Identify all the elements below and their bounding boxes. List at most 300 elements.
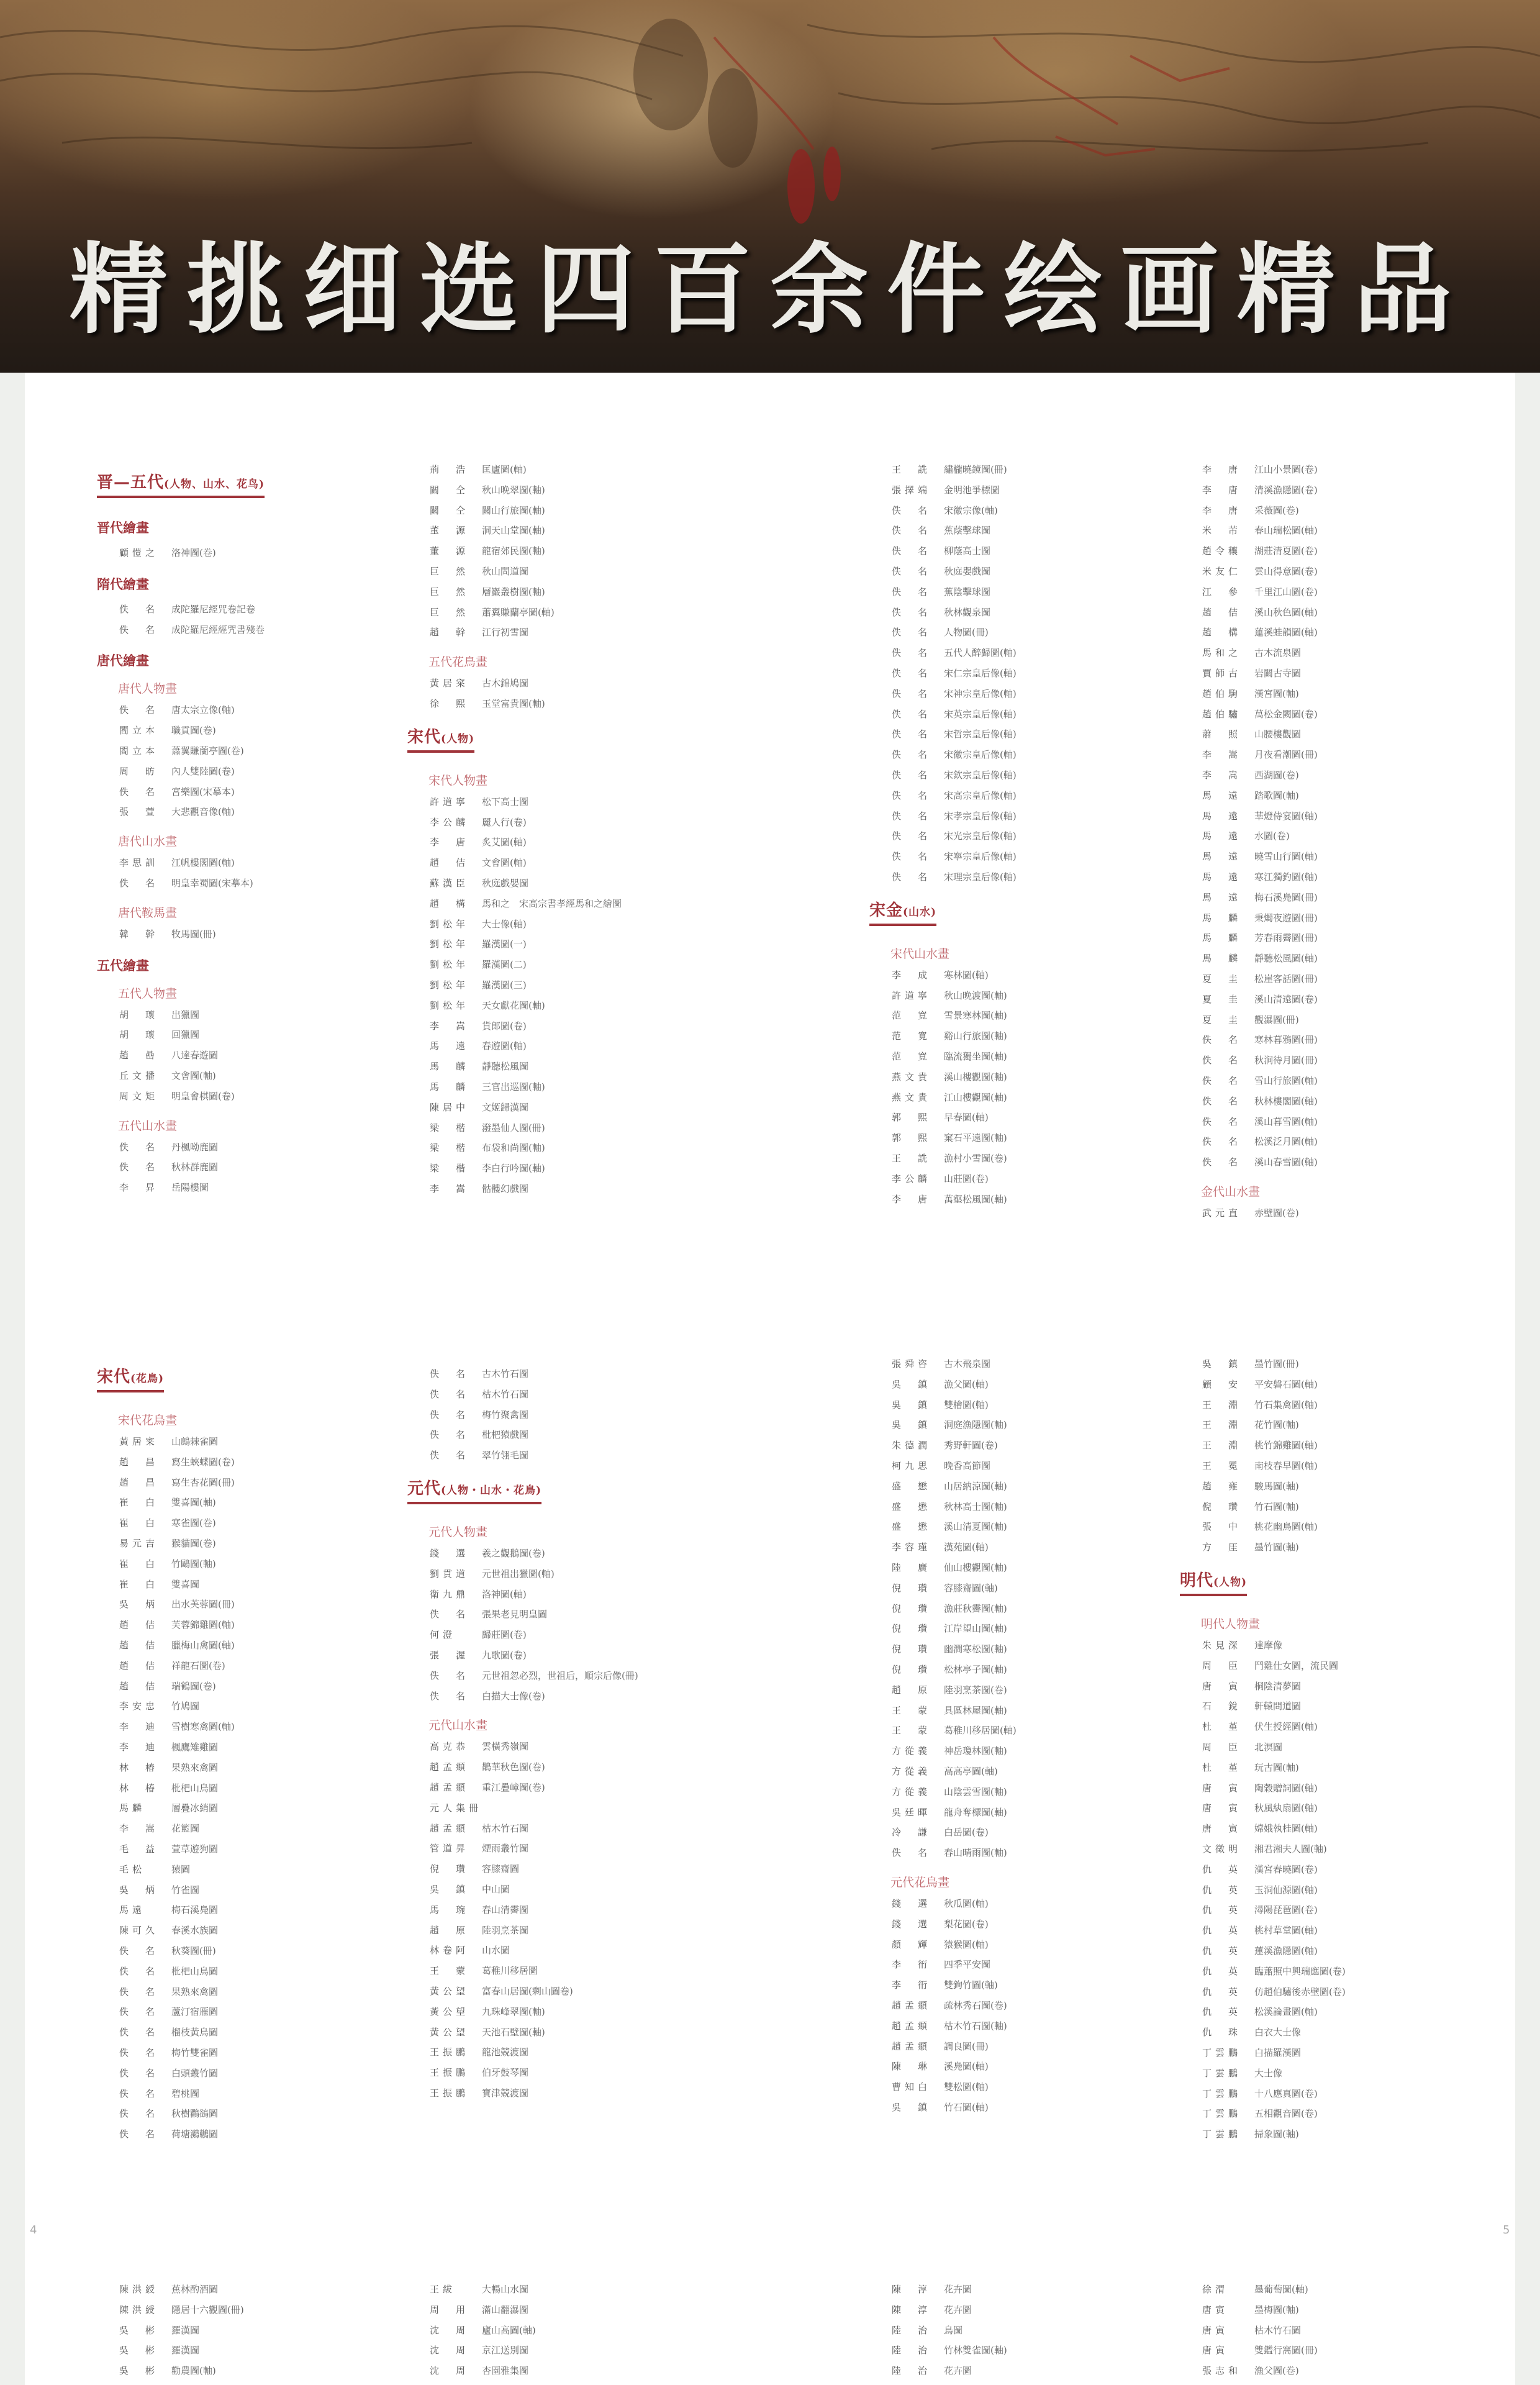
artist-name: 陸 治	[892, 2345, 931, 2356]
work-title: 神岳瓊林圖(軸)	[944, 1745, 1007, 1757]
subsection-heading: 元代人物畫	[428, 1525, 488, 1539]
work-title: 雲橫秀嶺圖	[482, 1741, 529, 1753]
artist-name: 仇 英	[1202, 1965, 1242, 1977]
artist-name: 范 寬	[892, 1030, 931, 1042]
work-title: 北溟圖	[1254, 1741, 1283, 1753]
era-title: 元代	[407, 1479, 442, 1498]
catalog-entry	[407, 582, 705, 602]
catalog-entry	[1180, 948, 1478, 969]
era-note: (人物・山水・花鳥)	[441, 1484, 542, 1497]
catalog-column-5	[97, 1354, 395, 2145]
catalog-entry	[407, 1645, 705, 1666]
work-title: 早春圖(軸)	[944, 1112, 989, 1124]
catalog-column-9	[97, 2279, 395, 2381]
artist-name: 倪 瓚	[892, 1602, 931, 1614]
work-title: 溪山春雪圖(軸)	[1254, 1156, 1318, 1168]
catalog-entry	[407, 2300, 705, 2320]
work-title: 寒林圖(軸)	[944, 969, 989, 981]
entry-group	[407, 1364, 705, 1466]
catalog-entry	[869, 643, 1167, 663]
artist-name: 郭 熙	[892, 1132, 931, 1144]
catalog-entry	[97, 802, 395, 822]
page-number-left: 4	[30, 2224, 37, 2237]
catalog-entry	[869, 663, 1167, 684]
artist-name: 夏 圭	[1202, 993, 1242, 1005]
catalog-entry	[869, 2320, 1167, 2341]
work-title: 十八應真圖(卷)	[1254, 2087, 1318, 2099]
catalog-entry	[97, 924, 395, 945]
artist-name: 馬 遠	[1202, 810, 1242, 822]
catalog-entry	[1180, 561, 1478, 582]
work-title: 大士像	[1254, 2067, 1283, 2079]
work-title: 雲山得意圖(卷)	[1254, 565, 1318, 577]
work-title: 成陀羅尼經咒卷記卷	[171, 603, 256, 615]
work-title: 臨流獨坐圖(軸)	[944, 1050, 1007, 1062]
artist-name: 吳 鎮	[892, 2101, 931, 2113]
work-title: 宋光宗皇后像(軸)	[944, 830, 1017, 842]
artist-name: 佚 名	[892, 525, 931, 537]
work-title: 湘君湘夫人圖(軸)	[1254, 1843, 1327, 1855]
work-title: 江山樓觀圖(軸)	[944, 1091, 1007, 1103]
artist-name: 陸 治	[892, 2365, 931, 2377]
work-title: 宋孝宗皇后像(軸)	[944, 810, 1017, 822]
artist-name: 佚 名	[1202, 1095, 1242, 1107]
catalog-entry	[1180, 1354, 1478, 1374]
catalog-entry	[97, 1594, 395, 1615]
catalog-entry	[97, 1452, 395, 1473]
artist-name: 夏 圭	[1202, 1014, 1242, 1025]
work-title: 人物圖(冊)	[944, 627, 989, 638]
catalog-entry	[1180, 2084, 1478, 2104]
catalog-entry	[97, 1178, 395, 1198]
work-title: 枇杷山鳥圖	[171, 1965, 219, 1977]
artist-name: 仇 英	[1202, 1925, 1242, 1937]
work-title: 潑墨仙人圖(冊)	[482, 1122, 545, 1133]
catalog-entry	[1180, 989, 1478, 1010]
catalog-entry	[407, 975, 705, 996]
artist-name: 顏 輝	[892, 1938, 931, 1950]
work-title: 蓮溪蛙韻圖(軸)	[1254, 627, 1318, 638]
artist-name: 趙孟頫	[892, 1999, 931, 2011]
artist-name: 衛九鼎	[430, 1588, 469, 1600]
catalog-entry	[407, 1097, 705, 1118]
catalog-entry	[869, 1639, 1167, 1660]
work-title: 宋哲宗皇后像(軸)	[944, 729, 1017, 740]
catalog-entry	[97, 2022, 395, 2043]
catalog-entry	[97, 1941, 395, 1961]
catalog-entry	[1180, 1717, 1478, 1737]
catalog-entry	[1180, 684, 1478, 704]
artist-name: 馬遠	[119, 1904, 146, 1916]
catalog-entry	[407, 792, 705, 812]
artist-name: 張擇端	[892, 484, 931, 496]
work-title: 雪山行旅圖(軸)	[1254, 1074, 1318, 1086]
artist-name: 黃公望	[430, 2006, 469, 2017]
artist-name: 馬 麟	[430, 1061, 469, 1073]
artist-name: 丘文播	[119, 1070, 159, 1081]
work-title: 漁父圖(軸)	[944, 1378, 989, 1390]
work-title: 雙松圖(軸)	[944, 2081, 989, 2093]
work-title: 江山小景圖(卷)	[1254, 464, 1318, 475]
subsection-heading: 明代人物畫	[1201, 1617, 1261, 1631]
artist-name: 佚 名	[892, 647, 931, 659]
subsection-heading: 金代山水畫	[1201, 1184, 1261, 1199]
catalog-entry	[1180, 826, 1478, 847]
artist-name: 荊 浩	[430, 464, 469, 475]
catalog-entry	[97, 853, 395, 873]
catalog-entry	[97, 1086, 395, 1107]
catalog-entry	[97, 1492, 395, 1513]
catalog-entry	[407, 1819, 705, 1839]
catalog-entry	[869, 1843, 1167, 1863]
artist-name: 趙 構	[1202, 627, 1242, 638]
artist-name: 趙 原	[892, 1684, 931, 1696]
artist-name: 趙 佶	[119, 1680, 159, 1692]
work-title: 中山圖	[482, 1883, 510, 1895]
catalog-entry	[1180, 2063, 1478, 2084]
catalog-entry	[1180, 1395, 1478, 1415]
catalog-entry	[97, 1432, 395, 1452]
artist-name: 趙孟頫	[892, 2020, 931, 2032]
era-note: (花鳥)	[130, 1373, 165, 1385]
catalog-entry	[869, 1822, 1167, 1843]
artist-name: 石 銳	[1202, 1701, 1242, 1712]
work-title: 寶津競渡圖	[482, 2087, 529, 2099]
work-title: 職貢圖(卷)	[171, 725, 216, 737]
work-title: 歸莊圖(卷)	[482, 1629, 527, 1641]
catalog-entry	[407, 2279, 705, 2300]
era-title: 宋代	[407, 727, 442, 747]
catalog-entry	[407, 1056, 705, 1077]
catalog-entry	[97, 1574, 395, 1595]
work-title: 白衣大士像	[1254, 2027, 1302, 2038]
artist-name: 唐寅	[1202, 2345, 1229, 2356]
work-title: 榴枝黃鳥圖	[171, 2027, 219, 2038]
artist-name: 燕文貴	[892, 1071, 931, 1083]
artist-name: 張 萱	[119, 806, 159, 818]
catalog-entry	[869, 867, 1167, 888]
catalog-entry	[407, 1158, 705, 1179]
work-title: 秋林高士圖(軸)	[944, 1501, 1007, 1512]
subsection-heading: 宋代花鳥畫	[118, 1414, 178, 1427]
artist-name: 佚 名	[892, 688, 931, 699]
work-title: 采薇圖(卷)	[1254, 504, 1299, 516]
work-title: 千里江山圖(卷)	[1254, 586, 1318, 597]
artist-name: 仇 英	[1202, 1945, 1242, 1956]
era-note: (人物)	[441, 732, 475, 745]
work-title: 秀野軒圖(卷)	[944, 1440, 998, 1451]
work-title: 山水圖	[482, 1945, 510, 1956]
work-title: 洛神圖(卷)	[171, 547, 216, 558]
artist-name: 關 仝	[430, 484, 469, 496]
work-title: 松溪泛月圖(軸)	[1254, 1136, 1318, 1148]
work-title: 貨郎圖(卷)	[482, 1020, 527, 1032]
subsection-heading: 元代山水畫	[428, 1719, 488, 1733]
artist-name: 李 昇	[119, 1182, 159, 1194]
era-heading	[1180, 1568, 1247, 1596]
work-title: 蕭翼賺蘭亭圖(軸)	[482, 606, 555, 618]
work-title: 花卉圖	[944, 2365, 972, 2377]
artist-name: 趙 昌	[119, 1476, 159, 1488]
work-title: 玩古圖(軸)	[1254, 1761, 1299, 1773]
catalog-entry	[869, 460, 1167, 480]
era-block	[407, 1466, 705, 1513]
catalog-entry	[407, 1686, 705, 1707]
entry-group	[1180, 1203, 1478, 1224]
catalog-entry	[1180, 1656, 1478, 1676]
artist-name: 沈 周	[430, 2365, 469, 2377]
work-title: 萬松金闕圖(卷)	[1254, 708, 1318, 720]
artist-name: 李 唐	[430, 837, 469, 848]
artist-name: 陳洪綬	[119, 2304, 159, 2315]
work-title: 華燈侍宴圖(軸)	[1254, 810, 1318, 822]
subsection-heading: 唐代山水畫	[118, 835, 178, 849]
catalog-entry	[869, 1741, 1167, 1761]
work-title: 八達春遊圖	[171, 1050, 219, 1061]
artist-name: 武元直	[1202, 1207, 1242, 1219]
catalog-entry	[869, 1996, 1167, 2016]
artist-name: 管道昇	[430, 1843, 469, 1855]
work-title: 富春山居圖(剩山圖卷)	[482, 1985, 573, 1997]
catalog-entry	[407, 480, 705, 501]
catalog-entry	[869, 1761, 1167, 1782]
era-heading	[407, 724, 474, 753]
work-title: 竹鳩圖	[171, 1701, 200, 1712]
artist-name: 陳洪綬	[119, 2284, 159, 2295]
catalog-entry	[1180, 1415, 1478, 1435]
work-title: 萱草遊狗圖	[171, 1843, 219, 1855]
catalog-entry	[869, 806, 1167, 827]
artist-name: 佚 名	[1202, 1074, 1242, 1086]
catalog-entry	[1180, 1839, 1478, 1860]
artist-name: 佚 名	[892, 729, 931, 740]
catalog-entry	[407, 1940, 705, 1961]
catalog-entry	[407, 873, 705, 894]
catalog-entry	[1180, 704, 1478, 725]
catalog-entry	[407, 2063, 705, 2083]
catalog-entry	[407, 1543, 705, 1564]
artist-name: 佚 名	[430, 1670, 469, 1681]
catalog-entry	[869, 765, 1167, 786]
artist-name: 王紱	[430, 2284, 456, 2295]
era-title: 明代	[1180, 1571, 1214, 1590]
work-title: 花籃圖	[171, 1823, 200, 1835]
work-title: 梨花圖(卷)	[944, 1918, 989, 1930]
artist-name: 唐 寅	[1202, 1782, 1242, 1794]
work-title: 三官出巡圖(軸)	[482, 1081, 545, 1093]
artist-name: 米友仁	[1202, 565, 1242, 577]
artist-name: 佚 名	[1202, 1115, 1242, 1127]
catalog-entry	[1180, 1635, 1478, 1656]
artist-name: 崔 白	[119, 1578, 159, 1590]
section-heading: 隋代繪畫	[97, 576, 149, 592]
artist-name: 杜 堇	[1202, 1721, 1242, 1733]
artist-name: 巨 然	[430, 586, 469, 597]
artist-name: 佚 名	[119, 624, 159, 635]
catalog-entry	[407, 1077, 705, 1097]
artist-name: 巨 然	[430, 565, 469, 577]
artist-name: 丁雲鵬	[1202, 2128, 1242, 2140]
work-title: 溪山秋色圖(軸)	[1254, 606, 1318, 618]
artist-name: 毛松	[119, 1863, 159, 1875]
catalog-entry	[97, 1860, 395, 1880]
entry-group	[869, 1354, 1167, 1863]
catalog-entry	[407, 2320, 705, 2341]
catalog-entry	[97, 2043, 395, 2063]
catalog-entry	[97, 2279, 395, 2300]
catalog-entry	[97, 1961, 395, 1982]
artist-name: 吳 鎮	[1202, 1358, 1242, 1370]
work-title: 蕉林酌酒圖	[171, 2284, 219, 2295]
artist-name: 佚 名	[892, 830, 931, 842]
entry-group	[869, 2279, 1167, 2381]
artist-name: 王 淵	[1202, 1440, 1242, 1451]
section-heading: 晋代繪畫	[97, 520, 149, 535]
artist-name: 盛 懋	[892, 1521, 931, 1533]
work-title: 曉雪山行圖(軸)	[1254, 851, 1318, 863]
work-title: 葛稚川移居圖(軸)	[944, 1725, 1017, 1737]
work-title: 宮樂圖(宋摹本)	[171, 786, 235, 797]
work-title: 出獵圖	[171, 1009, 200, 1020]
artist-name: 佚 名	[892, 871, 931, 883]
work-title: 松林亭子圖(軸)	[944, 1663, 1007, 1675]
artist-name: 仇 英	[1202, 1863, 1242, 1875]
work-title: 玉堂富貴圖(軸)	[482, 697, 545, 709]
catalog-entry	[869, 1680, 1167, 1701]
work-title: 張果老見明皇圖	[482, 1609, 548, 1620]
catalog-entry	[869, 1802, 1167, 1823]
artist-name: 李 嵩	[430, 1020, 469, 1032]
work-title: 秋涧待月圖(冊)	[1254, 1055, 1318, 1066]
artist-name: 佚 名	[1202, 1055, 1242, 1066]
era-heading	[407, 1476, 541, 1504]
catalog-entry	[1180, 2320, 1478, 2341]
catalog-entry	[1180, 1050, 1478, 1071]
work-title: 碧桃圖	[171, 2087, 200, 2099]
catalog-entry	[1180, 1132, 1478, 1152]
work-title: 宋寧宗皇后像(軸)	[944, 851, 1017, 863]
work-title: 文會圖(軸)	[482, 857, 527, 869]
catalog-entry	[407, 2083, 705, 2104]
catalog-entry	[97, 1676, 395, 1697]
subsection-heading: 五代花鳥畫	[428, 655, 488, 670]
work-title: 果熟來禽圖	[171, 1761, 219, 1773]
catalog-entry	[407, 1604, 705, 1625]
artist-name: 劉貫道	[430, 1568, 469, 1579]
artist-name: 毛 益	[119, 1843, 159, 1855]
work-title: 金明池爭標圖	[944, 484, 1000, 496]
work-title: 寒林暮鴉圖(冊)	[1254, 1034, 1318, 1046]
work-title: 布袋和尚圖(軸)	[482, 1142, 545, 1154]
work-title: 玉洞仙源圖(軸)	[1254, 1884, 1318, 1896]
artist-name: 佚 名	[1202, 1136, 1242, 1148]
catalog-entry	[869, 602, 1167, 623]
catalog-entry	[407, 602, 705, 623]
work-title: 花竹圖(軸)	[1254, 1419, 1299, 1431]
work-title: 煙雨叢竹圖	[482, 1843, 529, 1855]
work-title: 蘆汀宿雁圖	[171, 2006, 219, 2018]
catalog-entry	[97, 2124, 395, 2145]
catalog-entry	[1180, 582, 1478, 602]
work-title: 鬥雞仕女圖，流民圖	[1254, 1660, 1339, 1671]
work-title: 雪樹寒禽圖(軸)	[171, 1721, 235, 1733]
artist-name: 李 迪	[119, 1741, 159, 1753]
artist-name: 盛 懋	[892, 1501, 931, 1512]
catalog-entry	[869, 1435, 1167, 1456]
work-title: 宋徽宗皇后像(軸)	[944, 749, 1017, 761]
work-title: 赤壁圖(卷)	[1254, 1207, 1299, 1219]
catalog-entry	[1180, 1982, 1478, 2002]
catalog-entry	[1180, 867, 1478, 888]
catalog-entry	[869, 480, 1167, 501]
catalog-entry	[1180, 541, 1478, 561]
catalog-entry	[407, 1584, 705, 1605]
artist-name: 胡 瓌	[119, 1009, 159, 1020]
work-title: 桐陰清夢圖	[1254, 1680, 1302, 1692]
catalog-entry	[1180, 480, 1478, 501]
artist-name: 佚 名	[1202, 1034, 1242, 1046]
artist-name: 佚 名	[430, 1429, 469, 1441]
catalog-entry	[97, 1513, 395, 1533]
work-title: 陸羽烹茶圖	[482, 1924, 529, 1936]
work-title: 文會圖(軸)	[171, 1070, 216, 1081]
entry-group	[97, 700, 395, 822]
work-title: 宋神宗皇后像(軸)	[944, 688, 1017, 699]
catalog-entry	[869, 1189, 1167, 1210]
catalog-entry	[869, 1395, 1167, 1415]
artist-name: 李 嵩	[430, 1183, 469, 1194]
artist-name: 佚 名	[430, 1368, 469, 1379]
entry-group	[1180, 1354, 1478, 1558]
artist-name: 燕文貴	[892, 1091, 931, 1103]
work-title: 伯牙鼓琴圖	[482, 2067, 529, 2079]
catalog-entry	[869, 1067, 1167, 1088]
artist-name: 陳 琳	[892, 2061, 931, 2073]
work-title: 梅石溪鳧圖(冊)	[1254, 891, 1318, 903]
artist-name: 佚 名	[119, 1965, 159, 1977]
artist-name: 吳 炳	[119, 1599, 159, 1610]
work-title: 觀瀑圖(冊)	[1254, 1014, 1299, 1025]
artist-name: 李公麟	[430, 816, 469, 828]
era-block	[407, 714, 705, 761]
work-title: 仿趙伯驌後赤壁圖(卷)	[1254, 1986, 1346, 1997]
catalog-entry	[1180, 969, 1478, 989]
artist-name: 黃居寀	[430, 678, 469, 689]
artist-name: 陸 廣	[892, 1561, 931, 1573]
work-title: 蕉陰擊球圖	[944, 586, 991, 597]
catalog-entry	[97, 2320, 395, 2341]
artist-name: 馬 遠	[430, 1040, 469, 1052]
catalog-column-7	[869, 1354, 1167, 2118]
artist-name: 盛 懋	[892, 1480, 931, 1492]
catalog-entry	[97, 700, 395, 720]
work-title: 古木錦鳩圖	[482, 678, 529, 689]
catalog-entry	[1180, 1517, 1478, 1537]
entry-group	[97, 1137, 395, 1198]
catalog-column-4	[1180, 460, 1478, 1224]
work-title: 墨竹圖(軸)	[1254, 1542, 1299, 1553]
artist-name: 丁雲鵬	[1202, 2067, 1242, 2079]
catalog-entry	[1180, 1778, 1478, 1799]
catalog-entry	[407, 914, 705, 935]
artist-name: 唐寅	[1202, 2304, 1229, 2315]
catalog-entry	[869, 704, 1167, 725]
artist-name: 米 芾	[1202, 525, 1242, 537]
artist-name: 黃公望	[430, 2026, 469, 2038]
catalog-entry	[1180, 806, 1478, 827]
catalog-entry	[97, 1554, 395, 1574]
catalog-entry	[407, 1118, 705, 1138]
